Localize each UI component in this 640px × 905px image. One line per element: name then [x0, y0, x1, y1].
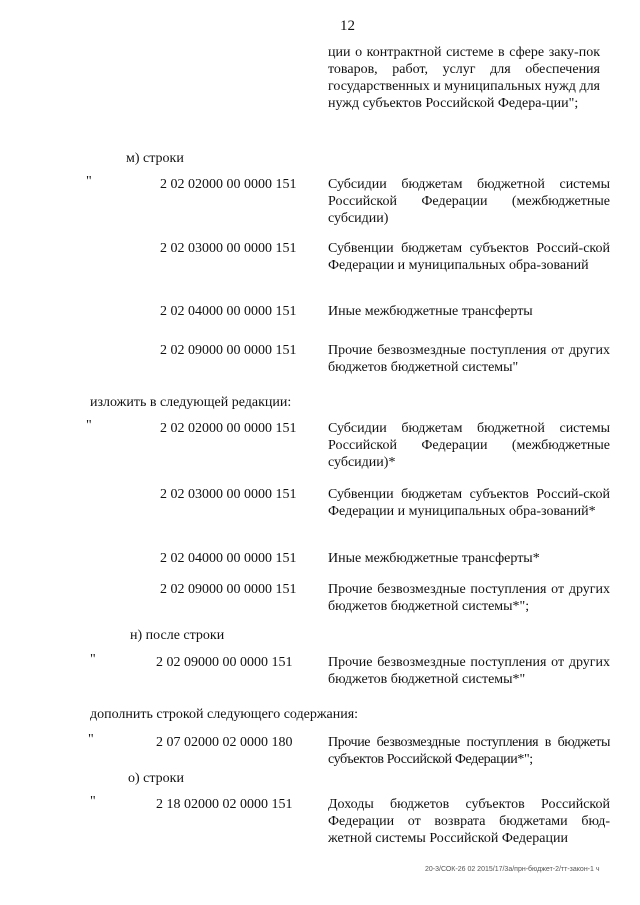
budget-code: 2 02 02000 00 0000 151: [160, 421, 297, 436]
budget-code: 2 02 02000 00 0000 151: [160, 177, 297, 192]
row-description: Субсидии бюджетам бюджетной системы Российской Федерации (межбюджетные субсидии): [328, 177, 610, 226]
open-quote: ": [86, 174, 92, 189]
budget-code: 2 07 02000 02 0000 180: [156, 735, 293, 750]
open-quote: ": [88, 732, 94, 747]
section-m-action: изложить в следующей редакции:: [90, 395, 292, 410]
row-description: Субвенции бюджетам субъектов Россий-ской Федерации и муниципальных обра-зований*: [328, 487, 610, 519]
row-description: Прочие безвозмездные поступления от других бюджетов бюджетной системы": [328, 343, 610, 375]
row-description: Субсидии бюджетам бюджетной системы Российской Федерации (межбюджетные субсидии)*: [328, 421, 610, 470]
row-description: Прочие безвозмездные поступления в бюджеты субъектов Российской Федерации*";: [328, 735, 610, 767]
budget-code: 2 02 09000 00 0000 151: [160, 582, 297, 597]
row-description: Субвенции бюджетам субъектов Россий-ской Федерации и муниципальных обра-зований: [328, 241, 610, 273]
open-quote: ": [90, 794, 96, 809]
row-description: Иные межбюджетные трансферты*: [328, 551, 540, 566]
budget-code: 2 02 03000 00 0000 151: [160, 487, 297, 502]
open-quote: ": [86, 418, 92, 433]
budget-code: 2 02 09000 00 0000 151: [156, 655, 293, 670]
continuation-text: ции о контрактной системе в сфере заку-пок товаров, работ, услуг для обеспечения государственных и муниципальных нужд для нужд субъектов Российской Федера-ции";: [328, 45, 600, 111]
row-description: Иные межбюджетные трансферты: [328, 304, 533, 319]
row-description: Доходы бюджетов субъектов Российской Федерации от возврата бюджетами бюд-жетной системы Российской Федерации: [328, 797, 610, 846]
section-m-label: м) строки: [126, 151, 184, 166]
section-n-action: дополнить строкой следующего содержания:: [90, 707, 359, 722]
budget-code: 2 02 04000 00 0000 151: [160, 551, 297, 566]
budget-code: 2 18 02000 02 0000 151: [156, 797, 293, 812]
open-quote: ": [90, 652, 96, 667]
row-description: Прочие безвозмездные поступления от других бюджетов бюджетной системы*": [328, 655, 610, 687]
page-number: 12: [340, 18, 355, 34]
budget-code: 2 02 04000 00 0000 151: [160, 304, 297, 319]
budget-code: 2 02 03000 00 0000 151: [160, 241, 297, 256]
section-n-label: н) после строки: [130, 628, 225, 643]
section-o-label: о) строки: [128, 771, 184, 786]
row-description: Прочие безвозмездные поступления от других бюджетов бюджетной системы*";: [328, 582, 610, 614]
footer-file-reference: 20-3/СОК-26 02 2015/17/3а/прн-бюджет-2/тт-закон-1 ч: [425, 866, 600, 873]
budget-code: 2 02 09000 00 0000 151: [160, 343, 297, 358]
